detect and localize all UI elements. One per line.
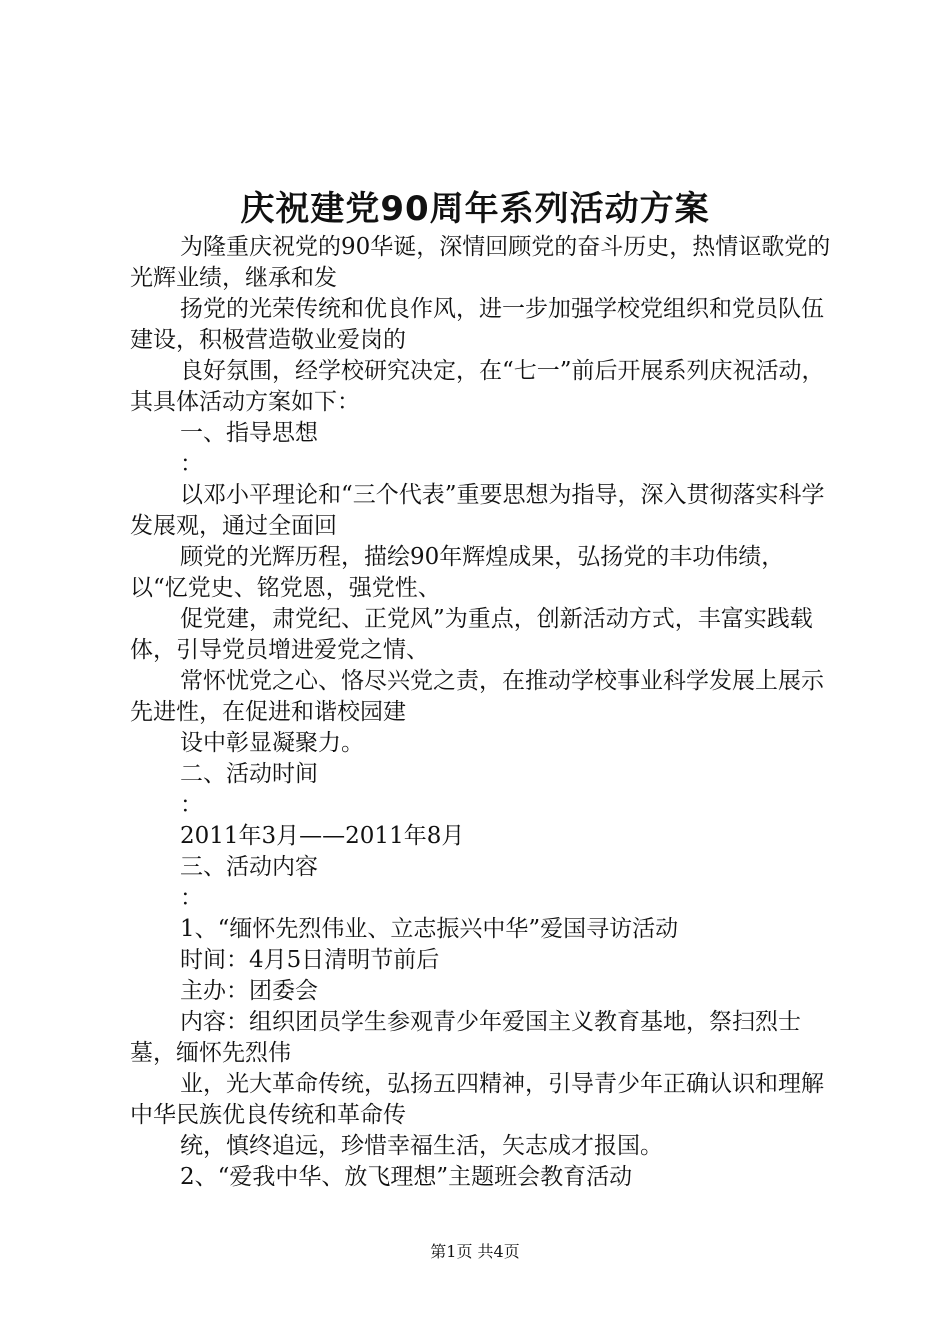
paragraph: 良好氛围，经学校研究决定，在“七一”前后开展系列庆祝活动，其具体活动方案如下：: [130, 358, 825, 415]
page-footer: 第1页 共4页: [430, 1242, 520, 1261]
paragraph: 2011年3月——2011年8月: [180, 823, 465, 849]
paragraph: 时间：4月5日清明节前后: [180, 947, 440, 973]
paragraph: 促党建，肃党纪、正党风”为重点，创新活动方式，丰富实践载体，引导党员增进爱党之情、: [130, 606, 813, 663]
paragraph: 设中彰显凝聚力。: [180, 730, 364, 756]
section-heading: 三、活动内容: [180, 854, 318, 880]
section-heading: 二、活动时间: [180, 761, 318, 787]
paragraph: ：: [180, 792, 203, 818]
paragraph: 以邓小平理论和“三个代表”重要思想为指导，深入贯彻落实科学发展观，通过全面回: [130, 482, 825, 539]
document-title: 庆祝建党90周年系列活动方案: [240, 189, 710, 229]
paragraph: ：: [180, 885, 203, 911]
paragraph: 业，光大革命传统，弘扬五四精神，引导青少年正确认识和理解中华民族优良传统和革命传: [130, 1071, 824, 1128]
list-item: 2、“爱我中华、放飞理想”主题班会教育活动: [180, 1164, 633, 1190]
paragraph: 扬党的光荣传统和优良作风，进一步加强学校党组织和党员队伍建设，积极营造敬业爱岗的: [130, 296, 824, 353]
paragraph: 内容：组织团员学生参观青少年爱国主义教育基地，祭扫烈士墓，缅怀先烈伟: [130, 1009, 801, 1066]
paragraph: 常怀忧党之心、恪尽兴党之责，在推动学校事业科学发展上展示先进性，在促进和谐校园建: [130, 668, 824, 725]
paragraph: 统，慎终追远，珍惜幸福生活，矢志成才报国。: [180, 1133, 663, 1159]
section-heading: 一、指导思想: [180, 420, 318, 446]
paragraph: 为隆重庆祝党的90华诞，深情回顾党的奋斗历史，热情讴歌党的光辉业绩，继承和发: [130, 234, 831, 291]
paragraph: ：: [180, 451, 203, 477]
document-body: [130, 232, 840, 1193]
paragraph: 顾党的光辉历程，描绘90年辉煌成果，弘扬党的丰功伟绩，以“忆党史、铭党恩，强党性、: [130, 544, 785, 601]
paragraph: 主办：团委会: [180, 978, 318, 1004]
list-item: 1、“缅怀先烈伟业、立志振兴中华”爱国寻访活动: [180, 916, 679, 942]
